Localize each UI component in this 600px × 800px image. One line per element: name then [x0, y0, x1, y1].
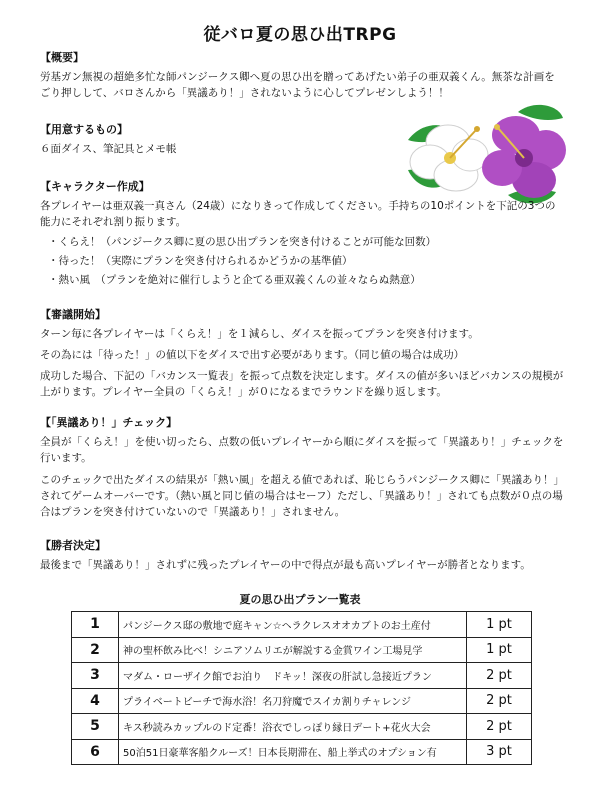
table-row [72, 739, 532, 765]
plan-description: マダム・ローザイク館でお泊り ドキッ！深夜の肝試し急接近プラン [119, 663, 467, 689]
plan-number: 2 [72, 637, 119, 663]
objection-section [40, 415, 565, 520]
table-row [72, 637, 532, 663]
overview-heading: 【概要】 [40, 51, 84, 64]
plan-description: プライベートビーチで海水浴！名刀狩魔でスイカ割りチャレンジ [119, 688, 467, 714]
plan-points: 2 pt [467, 663, 532, 689]
plan-table [71, 611, 532, 765]
ability-item: ・熱い風 （プランを絶対に催行しようと企てる亜双義くんの並々ならぬ熱意） [48, 274, 421, 286]
plan-points: 1 pt [467, 612, 532, 638]
plan-number: 1 [72, 612, 119, 638]
plan-number: 6 [72, 739, 119, 765]
character-heading: 【キャラクター作成】 [40, 180, 150, 193]
plan-description: パンジークス邸の敷地で庭キャン☆ヘラクレスオオカブトのお土産付 [119, 612, 467, 638]
materials-text: ６面ダイス、筆記具とメモ帳 [40, 143, 177, 155]
plan-number: 4 [72, 688, 119, 714]
plan-number: 5 [72, 714, 119, 740]
plan-description: キス秒読みカップルのド定番！浴衣でしっぽり縁日デート+花火大会 [119, 714, 467, 740]
character-section [40, 179, 565, 288]
plan-description: 神の聖杯飲み比べ！シニアソムリエが解説する金賞ワイン工場見学 [119, 637, 467, 663]
plan-points: 3 pt [467, 739, 532, 765]
deliberation-line: その為には「待った！」の値以下をダイスで出す必要があります。（同じ値の場合は成功） [40, 349, 465, 361]
table-row [72, 663, 532, 689]
objection-heading: 【「異議あり！」チェック】 [40, 416, 178, 429]
deliberation-line: 成功した場合、下記の「バカンス一覧表」を振って点数を決定します。ダイスの値が多いほどバカンスの規模が上がります。プレイヤー全員の「くらえ！」が０になるまでラウンドを繰り返します。 [40, 370, 564, 398]
materials-heading: 【用意するもの】 [40, 123, 128, 136]
winner-text: 最後まで「異議あり！」されずに残ったプレイヤーの中で得点が最も高いプレイヤーが勝者となります。 [40, 559, 531, 571]
ability-item: ・待った！（実際にプランを突き付けられるかどうかの基準値） [48, 255, 353, 267]
objection-line: 全員が「くらえ！」を使い切ったら、点数の低いプレイヤーから順にダイスを振って「異議あり！」チェックを行います。 [40, 436, 564, 464]
deliberation-section [40, 307, 565, 400]
winner-heading: 【勝者決定】 [40, 539, 106, 552]
overview-section [40, 50, 565, 101]
materials-section [40, 122, 380, 157]
deliberation-heading: 【審議開始】 [40, 308, 106, 321]
table-row [72, 714, 532, 740]
page-title: 従バロ夏の思ひ出TRPG [203, 25, 397, 45]
character-text: 各プレイヤーは亜双義一真さん（24歳）になりきって作成してください。手持ちの10ポイントを下記の3つの能力にそれぞれ割り振ります。 [40, 200, 556, 228]
plan-table-title: 夏の思ひ出プラン一覧表 [239, 593, 361, 606]
winner-section [40, 538, 565, 573]
objection-line: このチェックで出たダイスの結果が「熱い風」を超える値であれば、恥じらうパンジークス卿に「異議あり！」されてゲームオーバーです。（熱い風と同じ値の場合はセーフ）ただし、「異議あり！」されても点数が０点の場合はプランを突き付けていないので「異議あり！」されません。 [40, 474, 565, 518]
ability-item: ・くらえ！（パンジークス卿に夏の思ひ出プランを突き付けることが可能な回数） [48, 236, 437, 248]
plan-number: 3 [72, 663, 119, 689]
plan-points: 2 pt [467, 688, 532, 714]
deliberation-line: ターン毎に各プレイヤーは「くらえ！」を１減らし、ダイスを振ってプランを突き付けます。 [40, 328, 479, 340]
plan-description: 50泊51日豪華客船クルーズ！日本長期滞在、船上挙式のオプション有 [119, 739, 467, 765]
plan-points: 2 pt [467, 714, 532, 740]
plan-points: 1 pt [467, 637, 532, 663]
overview-text: 労基ガン無視の超絶多忙な師パンジークス卿へ夏の思ひ出を贈ってあげたい弟子の亜双義くん。無茶な計画をごり押しして、バロさんから「異議あり！」されないように心してプレゼンしよう！！ [40, 71, 555, 99]
table-row [72, 612, 532, 638]
table-row [72, 688, 532, 714]
